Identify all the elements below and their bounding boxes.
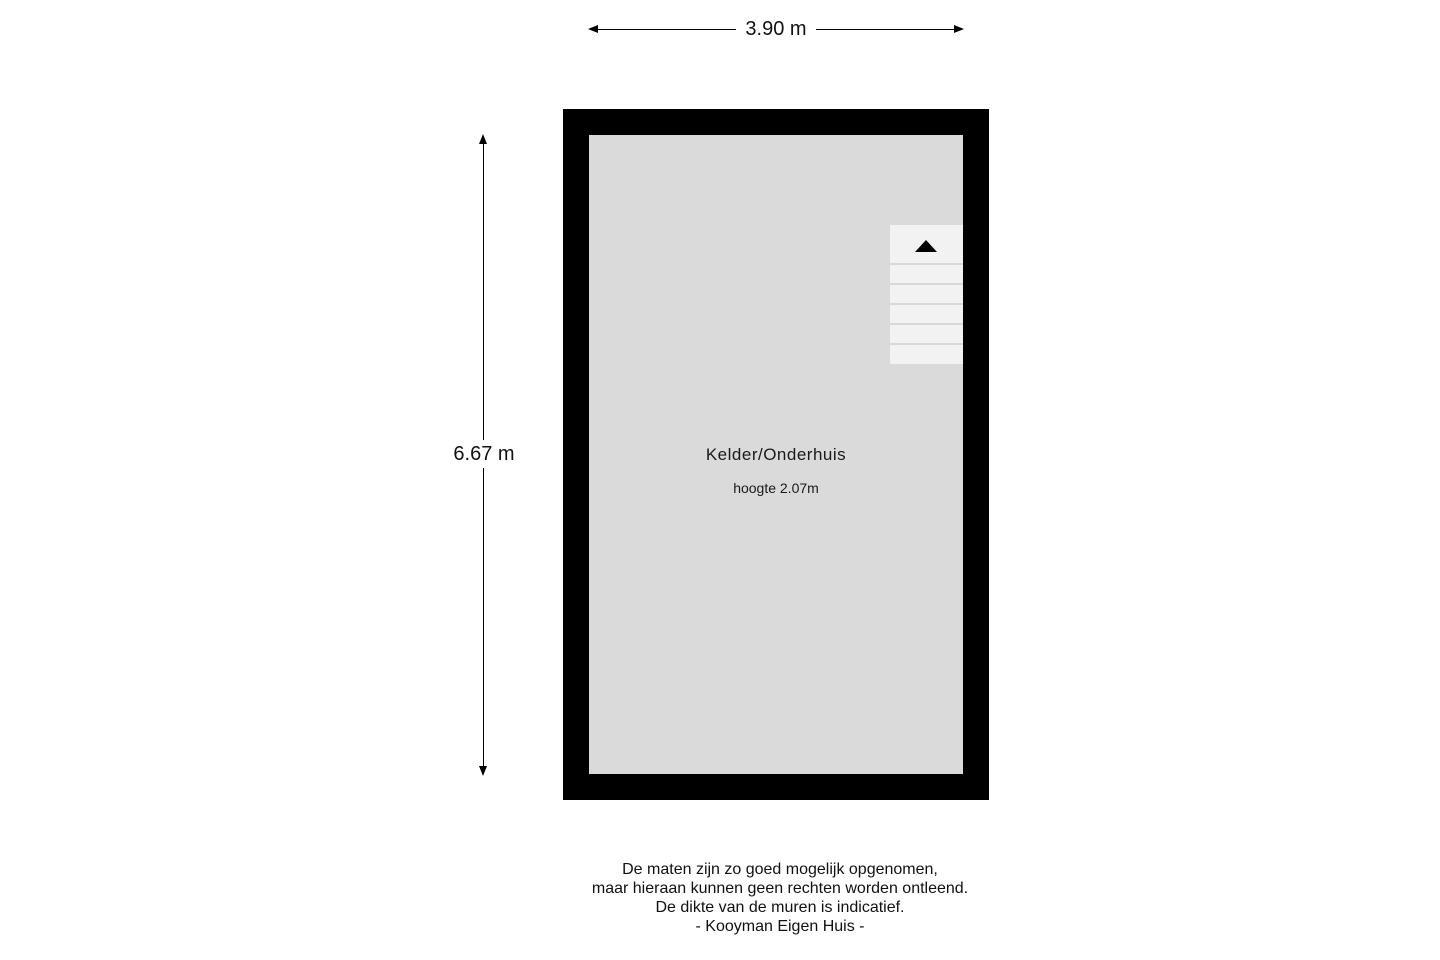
dimension-line <box>816 29 956 30</box>
stairs-up-arrow-icon <box>915 240 937 252</box>
stair-step-line <box>890 303 963 305</box>
disclaimer-line: maar hieraan kunnen geen rechten worden ontleend. <box>591 880 969 897</box>
width-dimension-label: 3.90 m <box>745 18 807 40</box>
disclaimer-line: De dikte van de muren is indicatief. <box>655 899 905 916</box>
staircase <box>890 225 963 364</box>
room-name-label: Kelder/Onderhuis <box>705 445 847 464</box>
disclaimer-text <box>480 860 1080 936</box>
length-dimension-label: 6.67 m <box>453 443 515 465</box>
stair-step-line <box>890 283 963 285</box>
stair-step-line <box>890 343 963 345</box>
stair-step-line <box>890 263 963 265</box>
dimension-line <box>483 142 484 440</box>
stair-step-line <box>890 323 963 325</box>
disclaimer-line: - Kooyman Eigen Huis - <box>695 918 865 935</box>
room-height-label: hoogte 2.07m <box>733 480 819 496</box>
dimension-arrow-right-icon <box>954 25 964 33</box>
dimension-arrow-down-icon <box>479 766 487 776</box>
disclaimer-line: De maten zijn zo goed mogelijk opgenomen, <box>622 861 938 878</box>
dimension-line <box>483 468 484 766</box>
dimension-line <box>596 29 736 30</box>
